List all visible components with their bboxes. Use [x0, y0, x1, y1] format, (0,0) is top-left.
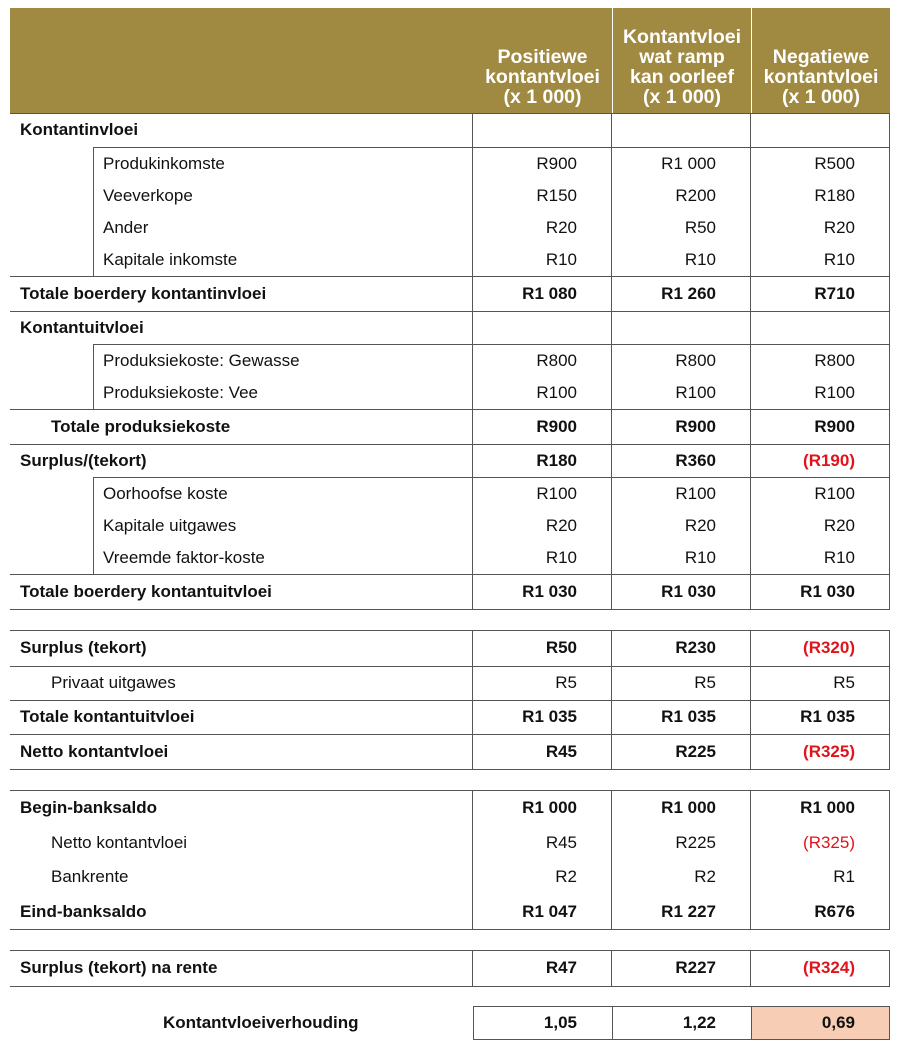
row-label: Bankrente: [51, 867, 129, 886]
row-label: Surplus (tekort): [20, 638, 147, 657]
row-label: Privaat uitgawes: [51, 673, 176, 692]
table-row: [10, 113, 890, 147]
row-value: R1 000: [522, 797, 577, 817]
grid-line: [889, 630, 890, 769]
table-row: [10, 344, 890, 377]
row-value: R20: [684, 516, 716, 535]
row-label: Produksiekoste: Gewasse: [103, 350, 300, 370]
row-label: Vreemde faktor-koste: [103, 548, 265, 567]
row-value: R50: [545, 638, 577, 657]
row-value: R1 030: [800, 581, 855, 601]
table-row: [10, 377, 890, 409]
row-value: R5: [833, 673, 855, 692]
row-value: R180: [814, 186, 855, 205]
table-header: [10, 8, 890, 113]
row-value: R227: [675, 958, 716, 977]
row-value: R1 030: [522, 581, 577, 601]
table-row: [10, 510, 890, 542]
grid-line: [93, 477, 890, 478]
grid-line: [889, 113, 890, 609]
header-col-negative: [752, 8, 890, 113]
row-value: [473, 113, 577, 147]
table-row: [10, 212, 890, 244]
header-line: (x 1 000): [642, 86, 722, 108]
row-value: R10: [684, 250, 716, 269]
row-value: R360: [675, 450, 716, 470]
row-value: R45: [545, 832, 577, 852]
grid-line: [750, 630, 751, 769]
header-line: (x 1 000): [503, 86, 582, 108]
row-label: Totale produksiekoste: [51, 416, 231, 436]
grid-line: [10, 700, 890, 701]
grid-line: [93, 477, 94, 574]
grid-line: [93, 344, 94, 409]
row-label: Totale boerdery kontantuitvloei: [20, 581, 272, 601]
row-value: R230: [675, 638, 716, 657]
row-label: Oorhoofse koste: [103, 483, 228, 503]
row-label: Totale kontantuitvloei: [20, 707, 195, 726]
table-row: [10, 700, 890, 734]
grid-line: [10, 929, 890, 930]
row-value: R1: [833, 867, 855, 886]
grid-line: [10, 734, 890, 735]
row-label: Kapitale inkomste: [103, 250, 238, 269]
grid-line: [472, 630, 473, 769]
row-value: R800: [536, 350, 577, 370]
row-value: R2: [555, 867, 577, 886]
table-row: [10, 180, 890, 212]
table-row: [10, 630, 890, 666]
header-line: Positiewe: [497, 46, 588, 68]
grid-line: [10, 630, 890, 631]
table-row: [10, 574, 890, 609]
table-row: [10, 444, 890, 477]
row-value: [751, 311, 855, 344]
row-value: R225: [675, 832, 716, 852]
row-value: R5: [555, 673, 577, 692]
row-label: Kontantinvloei: [20, 120, 139, 139]
row-value: R100: [536, 383, 577, 402]
row-value: R1 000: [800, 797, 855, 817]
grid-line: [750, 790, 751, 929]
grid-line: [611, 950, 612, 986]
row-value: R710: [814, 283, 855, 303]
grid-line: [611, 790, 612, 929]
grid-line: [889, 790, 890, 929]
row-label: Surplus/(tekort): [20, 450, 147, 470]
row-value: R1 260: [661, 283, 716, 303]
grid-line: [10, 950, 890, 951]
row-value: R20: [823, 516, 855, 535]
row-value: R900: [675, 416, 716, 436]
table-row: [10, 860, 890, 894]
grid-line: [93, 147, 890, 148]
row-value: R5: [694, 673, 716, 692]
table-row: [10, 894, 890, 930]
grid-line: [889, 950, 890, 986]
row-value: R100: [814, 383, 855, 402]
grid-line: [611, 113, 612, 609]
header-col-disaster: [613, 8, 751, 113]
row-value: R676: [814, 902, 855, 921]
row-value: R45: [545, 741, 577, 761]
ratio-value: 1,22: [682, 1013, 716, 1032]
grid-line: [10, 311, 890, 312]
grid-line: [472, 950, 473, 986]
row-value: R150: [536, 186, 577, 205]
row-value: R1 047: [522, 902, 577, 921]
row-value: R100: [675, 483, 716, 503]
row-value: R500: [814, 153, 855, 173]
row-value: R100: [675, 383, 716, 402]
row-value: [612, 113, 716, 147]
header-col-positive: [473, 8, 612, 113]
grid-line: [93, 147, 94, 276]
row-value: [751, 113, 855, 147]
table-row: [10, 542, 890, 574]
row-label: Eind-banksaldo: [20, 902, 147, 921]
row-value: R225: [675, 741, 716, 761]
grid-line: [10, 276, 890, 277]
table-row: [10, 950, 890, 986]
grid-line: [10, 769, 890, 770]
row-value: R1 035: [661, 707, 716, 726]
header-line: Kontantvloei: [622, 26, 742, 48]
row-value: R800: [814, 350, 855, 370]
table-row: [10, 666, 890, 700]
row-value: R20: [823, 218, 855, 237]
row-value: [612, 311, 716, 344]
ratio-value: 0,69: [821, 1013, 855, 1032]
row-value: R50: [684, 218, 716, 237]
row-value: R900: [814, 416, 855, 436]
header-line: Negatiewe: [772, 46, 870, 68]
ratio-row: [10, 1006, 890, 1040]
row-value: R200: [675, 186, 716, 205]
row-value: R2: [694, 867, 716, 886]
header-line: kan oorleef: [629, 66, 735, 88]
row-label: Ander: [103, 218, 149, 237]
row-value: (R325): [803, 741, 855, 761]
grid-line: [472, 790, 473, 929]
row-label: Netto kontantvloei: [51, 832, 188, 852]
header-line: kontantvloei: [763, 66, 879, 88]
row-value: R1 227: [661, 902, 716, 921]
row-value: (R324): [803, 958, 855, 977]
row-value: (R190): [803, 450, 855, 470]
grid-line: [10, 790, 890, 791]
header-line: kontantvloei: [485, 66, 600, 88]
ratio-value: 1,05: [543, 1013, 577, 1032]
table-row: [10, 734, 890, 769]
row-label: Kapitale uitgawes: [103, 516, 237, 535]
row-value: R180: [536, 450, 577, 470]
row-value: R800: [675, 350, 716, 370]
row-value: R10: [545, 250, 577, 269]
table-row: [10, 409, 890, 444]
table-row: [10, 311, 890, 344]
table-row: [10, 147, 890, 180]
row-label: Netto kontantvloei: [20, 741, 169, 761]
row-value: R20: [545, 218, 577, 237]
row-label: Surplus (tekort) na rente: [20, 958, 218, 977]
row-value: R100: [814, 483, 855, 503]
row-value: R900: [536, 153, 577, 173]
row-value: R20: [545, 516, 577, 535]
table-row: [10, 477, 890, 510]
grid-line: [10, 666, 890, 667]
row-value: R1 030: [661, 581, 716, 601]
row-value: R10: [545, 548, 577, 567]
row-value: R10: [684, 548, 716, 567]
table-row: [10, 790, 890, 825]
row-value: R1 035: [522, 707, 577, 726]
grid-line: [93, 344, 890, 345]
row-value: [473, 311, 577, 344]
ratio-label: Kontantvloeiverhouding: [163, 1013, 359, 1032]
row-value: R1 080: [522, 283, 577, 303]
grid-line: [10, 574, 890, 575]
table-row: [10, 825, 890, 860]
row-value: R1 035: [800, 707, 855, 726]
row-label: Produkinkomste: [103, 153, 225, 173]
row-value: R1 000: [661, 797, 716, 817]
grid-line: [750, 113, 751, 609]
table-row: [10, 244, 890, 276]
row-value: R1 000: [661, 153, 716, 173]
row-value: (R325): [803, 832, 855, 852]
grid-line: [750, 950, 751, 986]
row-label: Produksiekoste: Vee: [103, 383, 258, 402]
row-label: Totale boerdery kontantinvloei: [20, 283, 267, 303]
grid-line: [472, 113, 473, 609]
row-value: R47: [545, 958, 577, 977]
row-value: R900: [536, 416, 577, 436]
header-line: wat ramp: [639, 46, 725, 68]
grid-line: [10, 609, 890, 610]
row-value: (R320): [803, 638, 855, 657]
row-label: Kontantuitvloei: [20, 317, 144, 337]
row-value: R100: [536, 483, 577, 503]
row-value: R10: [823, 548, 855, 567]
row-value: R10: [823, 250, 855, 269]
grid-line: [611, 630, 612, 769]
grid-line: [10, 444, 890, 445]
header-line: (x 1 000): [781, 86, 861, 108]
row-label: Veeverkope: [103, 186, 193, 205]
grid-line: [10, 113, 890, 114]
table-row: [10, 276, 890, 311]
grid-line: [10, 409, 890, 410]
grid-line: [10, 986, 890, 987]
row-label: Begin-banksaldo: [20, 797, 157, 817]
